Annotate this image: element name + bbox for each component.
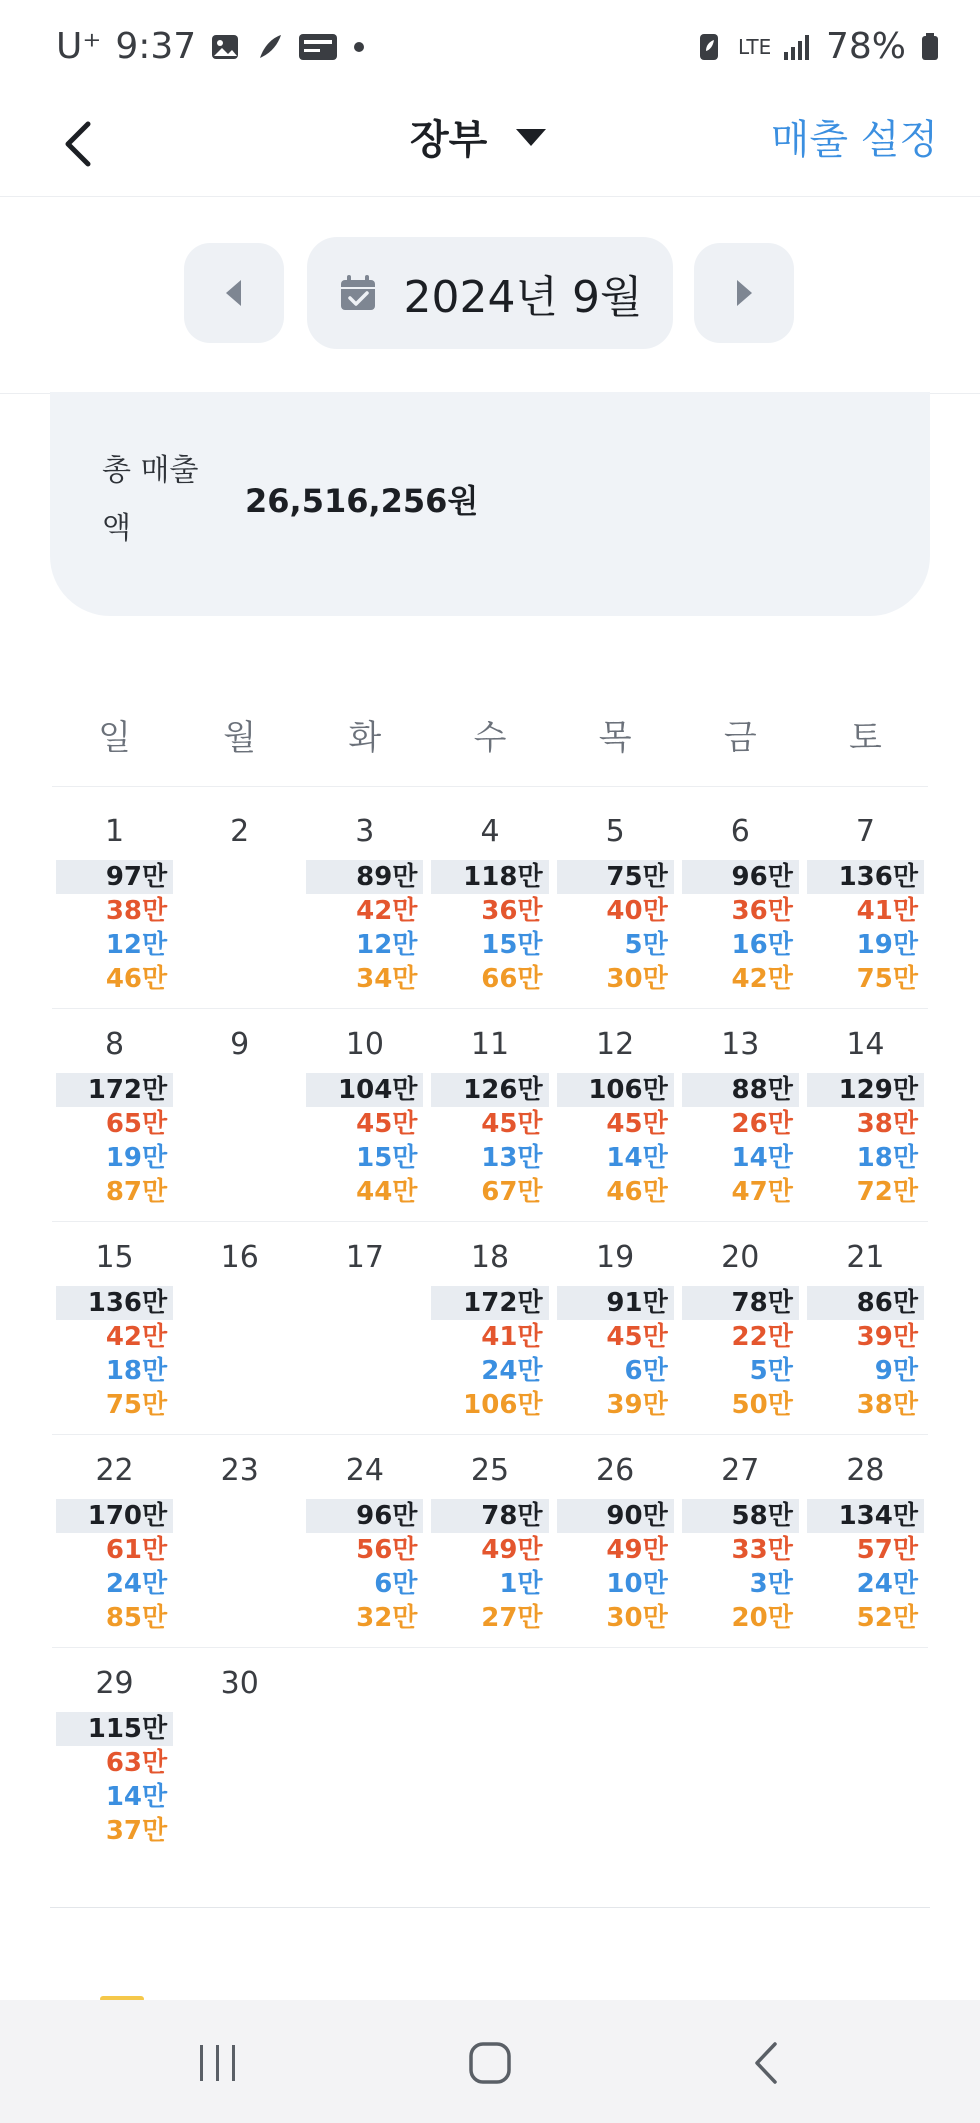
day-number: 13 <box>721 1027 760 1062</box>
weekday-tue: 화 <box>348 718 382 758</box>
status-bar <box>0 0 980 92</box>
calendar-empty-cell <box>553 1648 678 1860</box>
day-number: 19 <box>596 1240 635 1275</box>
caret-left-icon <box>224 279 244 307</box>
day-orange-value: 52만 <box>856 1603 918 1633</box>
day-total-sales: 136만 <box>807 860 924 894</box>
day-sales-values <box>807 860 924 996</box>
day-number: 22 <box>95 1453 134 1488</box>
status-left <box>56 26 366 67</box>
day-total-sales: 104만 <box>306 1073 423 1107</box>
day-sales-values <box>557 1073 674 1209</box>
day-orange-value: 20만 <box>731 1603 793 1633</box>
calendar-day-cell[interactable] <box>553 1009 678 1221</box>
calendar-day-cell[interactable] <box>52 1222 177 1434</box>
day-sales-values <box>431 1073 548 1209</box>
sales-summary-card <box>50 392 930 616</box>
day-number: 1 <box>105 814 125 849</box>
caret-right-icon <box>734 279 754 307</box>
day-sales-values <box>431 1286 548 1422</box>
day-blue-value: 24만 <box>481 1356 543 1386</box>
day-sales-values <box>682 1073 799 1209</box>
day-red-value: 39만 <box>856 1322 918 1352</box>
next-month-button[interactable] <box>694 243 794 343</box>
calendar-day-cell[interactable] <box>553 796 678 1008</box>
calendar-week <box>52 1435 928 1648</box>
calendar-day-cell[interactable] <box>302 1435 427 1647</box>
day-orange-value: 67만 <box>481 1177 543 1207</box>
day-red-value: 61만 <box>105 1535 168 1565</box>
day-orange-value: 37만 <box>105 1816 168 1846</box>
calendar-day-cell[interactable] <box>177 1009 302 1221</box>
battery-percent: 78% <box>825 26 906 67</box>
day-total-sales: 118만 <box>431 860 548 894</box>
carrier-label: U⁺ <box>56 26 102 67</box>
day-sales-values <box>807 1499 924 1635</box>
day-number: 27 <box>721 1453 760 1488</box>
feather-notification-icon <box>254 32 284 62</box>
day-total-sales: 88만 <box>682 1073 799 1107</box>
day-sales-values <box>56 1499 173 1635</box>
day-number: 2 <box>230 814 250 849</box>
day-number: 29 <box>95 1666 134 1701</box>
day-sales-values <box>56 1073 173 1209</box>
day-sales-values <box>56 1286 173 1422</box>
calendar-day-cell[interactable] <box>803 1222 928 1434</box>
day-red-value: 42만 <box>105 1322 168 1352</box>
day-blue-value: 5만 <box>624 930 668 960</box>
calendar-empty-cell <box>427 1648 552 1860</box>
day-orange-value: 50만 <box>731 1390 793 1420</box>
day-number: 10 <box>345 1027 384 1062</box>
day-orange-value: 75만 <box>105 1390 168 1420</box>
day-total-sales: 129만 <box>807 1073 924 1107</box>
app-bar <box>0 92 980 196</box>
month-picker[interactable] <box>307 237 673 349</box>
day-orange-value: 38만 <box>856 1390 918 1420</box>
day-orange-value: 39만 <box>606 1390 668 1420</box>
day-sales-values <box>431 1499 548 1635</box>
day-red-value: 36만 <box>481 896 543 926</box>
clock: 9:37 <box>115 26 197 67</box>
recent-apps-icon <box>196 2043 240 2083</box>
day-red-value: 65만 <box>105 1109 168 1139</box>
day-red-value: 40만 <box>606 896 668 926</box>
day-blue-value: 9만 <box>874 1356 918 1386</box>
calendar-grid <box>52 796 928 1860</box>
day-red-value: 49만 <box>481 1535 543 1565</box>
day-sales-values <box>306 860 423 996</box>
day-red-value: 22만 <box>731 1322 793 1352</box>
gallery-notification-icon <box>210 32 240 62</box>
calendar-day-cell[interactable] <box>302 1222 427 1434</box>
day-orange-value: 30만 <box>606 1603 668 1633</box>
calendar-week <box>52 796 928 1009</box>
day-orange-value: 30만 <box>606 964 668 994</box>
calendar-day-cell[interactable] <box>177 1435 302 1647</box>
divider <box>50 1907 930 1908</box>
weekday-mon: 월 <box>223 718 257 758</box>
day-number: 26 <box>596 1453 635 1488</box>
ledger-title-dropdown[interactable] <box>410 108 547 165</box>
calendar-icon <box>338 273 378 313</box>
day-red-value: 41만 <box>481 1322 543 1352</box>
calendar-day-cell[interactable] <box>553 1435 678 1647</box>
day-number: 3 <box>355 814 375 849</box>
day-sales-values <box>557 1286 674 1422</box>
day-number: 14 <box>846 1027 885 1062</box>
calendar-day-cell[interactable] <box>427 1435 552 1647</box>
day-sales-values <box>807 1073 924 1209</box>
caret-down-icon <box>515 127 547 147</box>
calendar-day-cell[interactable] <box>678 1435 803 1647</box>
calendar-day-cell[interactable] <box>803 796 928 1008</box>
home-icon <box>468 2041 512 2085</box>
day-total-sales: 96만 <box>306 1499 423 1533</box>
calendar-day-cell[interactable] <box>678 796 803 1008</box>
calendar-day-cell[interactable] <box>302 796 427 1008</box>
calendar-day-cell[interactable] <box>678 1009 803 1221</box>
day-red-value: 36만 <box>731 896 793 926</box>
day-number: 16 <box>220 1240 259 1275</box>
day-total-sales: 126만 <box>431 1073 548 1107</box>
total-sales-label: 총 매출액 <box>102 453 199 546</box>
calendar-day-cell[interactable] <box>52 1009 177 1221</box>
day-total-sales: 134만 <box>807 1499 924 1533</box>
day-sales-values <box>557 860 674 996</box>
day-blue-value: 6만 <box>624 1356 668 1386</box>
day-orange-value: 47만 <box>731 1177 793 1207</box>
day-red-value: 33만 <box>731 1535 793 1565</box>
day-orange-value: 32만 <box>356 1603 418 1633</box>
day-red-value: 56만 <box>356 1535 418 1565</box>
day-orange-value: 87만 <box>105 1177 168 1207</box>
day-blue-value: 15만 <box>481 930 543 960</box>
recent-apps-button[interactable] <box>188 2038 248 2088</box>
system-back-icon <box>751 2041 781 2085</box>
calendar-week <box>52 1009 928 1222</box>
weekday-fri: 금 <box>723 718 757 758</box>
calendar-day-cell[interactable] <box>177 796 302 1008</box>
day-red-value: 45만 <box>606 1109 668 1139</box>
day-blue-value: 3만 <box>749 1569 793 1599</box>
calendar-week <box>52 1648 928 1860</box>
day-red-value: 38만 <box>856 1109 918 1139</box>
day-blue-value: 19만 <box>105 1143 168 1173</box>
day-red-value: 38만 <box>105 896 168 926</box>
day-blue-value: 12만 <box>105 930 168 960</box>
calendar-day-cell[interactable] <box>302 1009 427 1221</box>
calendar-day-cell[interactable] <box>678 1222 803 1434</box>
day-sales-values <box>431 860 548 996</box>
day-red-value: 26만 <box>731 1109 793 1139</box>
day-red-value: 57만 <box>856 1535 918 1565</box>
battery-saver-icon <box>694 32 724 62</box>
calendar-day-cell[interactable] <box>427 1222 552 1434</box>
day-number: 15 <box>95 1240 134 1275</box>
calendar-day-cell[interactable] <box>553 1222 678 1434</box>
day-number: 6 <box>730 814 750 849</box>
day-blue-value: 19만 <box>856 930 918 960</box>
day-sales-values <box>56 1712 173 1848</box>
day-blue-value: 24만 <box>105 1569 168 1599</box>
day-number: 12 <box>596 1027 635 1062</box>
day-number: 24 <box>345 1453 384 1488</box>
system-back-button[interactable] <box>736 2038 796 2088</box>
day-number: 7 <box>855 814 875 849</box>
weekday-header <box>52 710 928 787</box>
day-blue-value: 10만 <box>606 1569 668 1599</box>
day-total-sales: 136만 <box>56 1286 173 1320</box>
day-sales-values <box>56 860 173 996</box>
signal-strength-icon <box>782 32 812 62</box>
calendar-day-cell[interactable] <box>52 1435 177 1647</box>
day-total-sales: 58만 <box>682 1499 799 1533</box>
day-total-sales: 86만 <box>807 1286 924 1320</box>
calendar-day-cell[interactable] <box>427 1009 552 1221</box>
calendar-empty-cell <box>302 1648 427 1860</box>
day-orange-value: 34만 <box>356 964 418 994</box>
day-blue-value: 16만 <box>731 930 793 960</box>
weekday-thu: 목 <box>598 718 632 758</box>
day-red-value: 41만 <box>856 896 918 926</box>
day-number: 11 <box>470 1027 510 1062</box>
previous-month-button[interactable] <box>184 243 284 343</box>
day-sales-values <box>306 1073 423 1209</box>
day-number: 17 <box>345 1240 384 1275</box>
network-type: LTE <box>737 34 772 59</box>
page-title: 장부 <box>410 117 488 163</box>
day-orange-value: 44만 <box>356 1177 418 1207</box>
calendar-day-cell[interactable] <box>427 796 552 1008</box>
day-red-value: 45만 <box>606 1322 668 1352</box>
calendar-empty-cell <box>678 1648 803 1860</box>
day-sales-values <box>306 1499 423 1635</box>
day-orange-value: 46만 <box>606 1177 668 1207</box>
day-red-value: 49만 <box>606 1535 668 1565</box>
day-blue-value: 18만 <box>856 1143 918 1173</box>
calendar-day-cell[interactable] <box>52 796 177 1008</box>
day-number: 9 <box>230 1027 250 1062</box>
day-blue-value: 14만 <box>731 1143 793 1173</box>
day-total-sales: 172만 <box>431 1286 548 1320</box>
weekday-wed: 수 <box>473 718 507 758</box>
day-total-sales: 89만 <box>306 860 423 894</box>
day-number: 28 <box>846 1453 885 1488</box>
day-sales-values <box>557 1499 674 1635</box>
month-navigation <box>0 196 980 394</box>
day-total-sales: 96만 <box>682 860 799 894</box>
calendar-day-cell[interactable] <box>52 1648 177 1860</box>
more-notifications-dot-icon <box>352 32 366 62</box>
day-number: 23 <box>220 1453 259 1488</box>
day-blue-value: 14만 <box>606 1143 668 1173</box>
calendar-week <box>52 1222 928 1435</box>
calendar-empty-cell <box>803 1648 928 1860</box>
calendar-day-cell[interactable] <box>177 1222 302 1434</box>
day-total-sales: 78만 <box>431 1499 548 1533</box>
current-month-label: 2024년 9월 <box>403 272 643 323</box>
day-blue-value: 13만 <box>481 1143 543 1173</box>
day-orange-value: 85만 <box>105 1603 168 1633</box>
battery-icon <box>920 32 940 62</box>
total-sales-value: 26,516,256원 <box>245 482 479 520</box>
day-number: 21 <box>846 1240 885 1275</box>
day-number: 8 <box>105 1027 125 1062</box>
day-number: 20 <box>721 1240 760 1275</box>
day-blue-value: 14만 <box>105 1782 168 1812</box>
day-total-sales: 115만 <box>56 1712 173 1746</box>
day-blue-value: 18만 <box>105 1356 168 1386</box>
calendar-day-cell[interactable] <box>803 1435 928 1647</box>
sales-settings-button[interactable]: 매출 설정 <box>770 117 938 163</box>
day-sales-values <box>807 1286 924 1422</box>
day-total-sales: 106만 <box>557 1073 674 1107</box>
day-sales-values <box>682 860 799 996</box>
day-orange-value: 106만 <box>463 1390 543 1420</box>
day-number: 30 <box>220 1666 259 1701</box>
day-orange-value: 27만 <box>481 1603 543 1633</box>
calendar-day-cell[interactable] <box>177 1648 302 1860</box>
day-number: 18 <box>470 1240 510 1275</box>
tmoney-notification-icon <box>298 32 338 62</box>
day-blue-value: 24만 <box>856 1569 918 1599</box>
back-arrow-icon[interactable] <box>52 112 112 176</box>
day-total-sales: 97만 <box>56 860 173 894</box>
day-blue-value: 1만 <box>499 1569 543 1599</box>
status-right <box>694 26 940 67</box>
day-orange-value: 75만 <box>856 964 918 994</box>
day-orange-value: 46만 <box>105 964 168 994</box>
day-total-sales: 91만 <box>557 1286 674 1320</box>
day-number: 4 <box>480 814 500 849</box>
weekday-sun: 일 <box>98 718 131 758</box>
day-orange-value: 42만 <box>731 964 793 994</box>
day-total-sales: 75만 <box>557 860 674 894</box>
day-blue-value: 6만 <box>374 1569 418 1599</box>
day-blue-value: 12만 <box>356 930 418 960</box>
day-red-value: 42만 <box>356 896 418 926</box>
day-red-value: 45만 <box>481 1109 543 1139</box>
weekday-sat: 토 <box>848 718 882 758</box>
day-number: 25 <box>470 1453 510 1488</box>
calendar-day-cell[interactable] <box>803 1009 928 1221</box>
day-sales-values <box>682 1499 799 1635</box>
day-red-value: 63만 <box>105 1748 168 1778</box>
day-blue-value: 15만 <box>356 1143 418 1173</box>
home-button[interactable] <box>460 2038 520 2088</box>
day-total-sales: 78만 <box>682 1286 799 1320</box>
day-blue-value: 5만 <box>749 1356 793 1386</box>
day-orange-value: 66만 <box>481 964 543 994</box>
day-sales-values <box>682 1286 799 1422</box>
day-total-sales: 172만 <box>56 1073 173 1107</box>
day-total-sales: 90만 <box>557 1499 674 1533</box>
system-navigation-bar <box>0 2000 980 2123</box>
day-number: 5 <box>605 814 625 849</box>
day-orange-value: 72만 <box>856 1177 918 1207</box>
day-red-value: 45만 <box>356 1109 418 1139</box>
day-total-sales: 170만 <box>56 1499 173 1533</box>
